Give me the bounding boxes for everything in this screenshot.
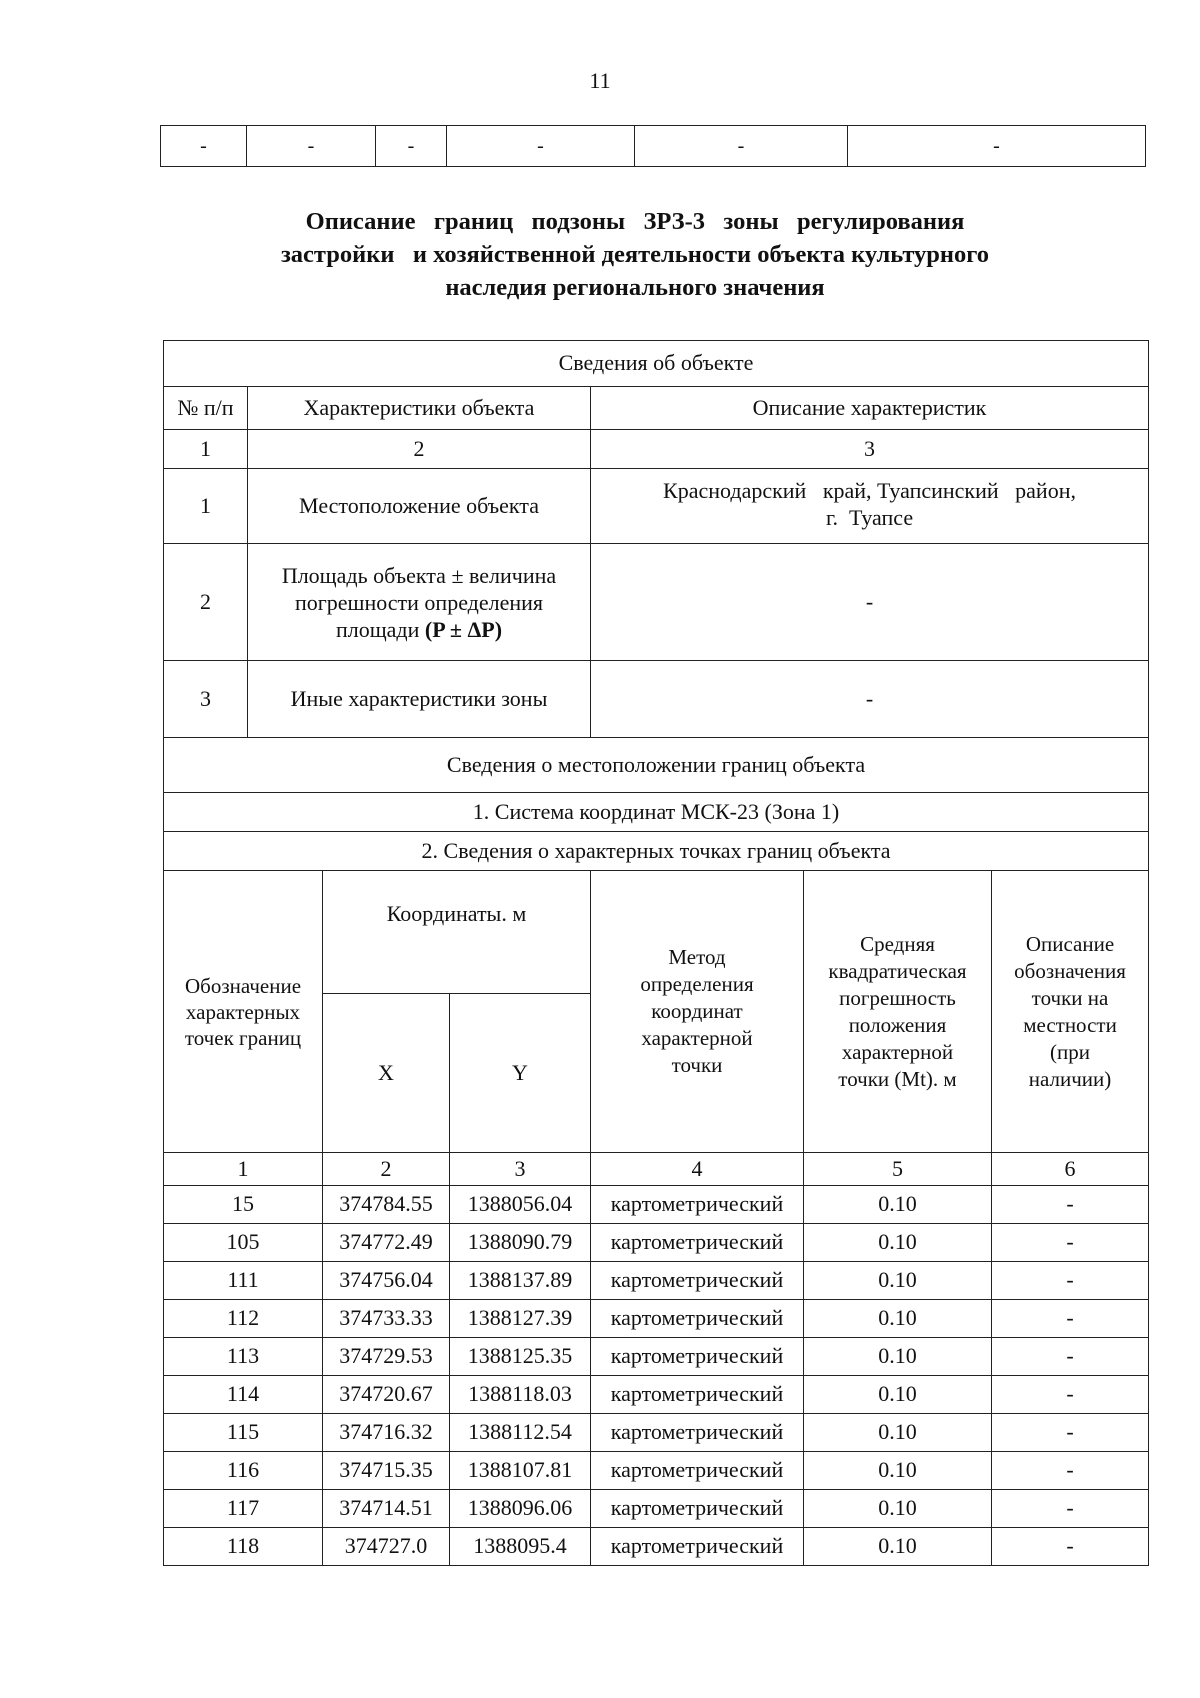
section-header-row — [164, 341, 1149, 387]
coord-y: 1388137.89 — [450, 1262, 591, 1300]
table-row — [164, 1414, 1149, 1452]
error-mt: 0.10 — [804, 1300, 992, 1338]
error-mt: 0.10 — [804, 1262, 992, 1300]
point-id: 15 — [164, 1186, 323, 1224]
title-line: Описание границ подзоны ЗРЗ-3 зоны регулирования — [305, 208, 965, 235]
coord-y: 1388112.54 — [450, 1414, 591, 1452]
text-line: характерной — [641, 1026, 753, 1050]
column-header-method — [591, 871, 804, 1153]
index-row — [164, 430, 1149, 469]
section-header: Сведения о местоположении границ объекта — [164, 738, 1149, 793]
method: картометрический — [591, 1338, 804, 1376]
method: картометрический — [591, 1376, 804, 1414]
coord-system-row — [164, 793, 1149, 832]
point-description: - — [992, 1300, 1149, 1338]
page-number: 11 — [589, 68, 611, 93]
section-header: Сведения об объекте — [164, 341, 1149, 387]
point-description: - — [992, 1528, 1149, 1566]
index-cell: 5 — [804, 1153, 992, 1186]
title-line: застройки и хозяйственной деятельности объекта культурного — [280, 241, 990, 268]
coord-y: 1388118.03 — [450, 1376, 591, 1414]
table-row — [164, 1262, 1149, 1300]
text-line: г. Туапсе — [825, 505, 914, 530]
table-row — [164, 1490, 1149, 1528]
method: картометрический — [591, 1186, 804, 1224]
point-id: 112 — [164, 1300, 323, 1338]
index-cell: 6 — [992, 1153, 1149, 1186]
text-line: координат — [651, 999, 743, 1023]
coord-y: 1388107.81 — [450, 1452, 591, 1490]
text-line: обозначения — [1014, 958, 1126, 983]
coord-y: 1388127.39 — [450, 1300, 591, 1338]
text-line: погрешность — [839, 985, 956, 1010]
table-cell: - — [376, 126, 447, 167]
point-id: 115 — [164, 1414, 323, 1452]
coord-x: 374727.0 — [323, 1528, 450, 1566]
coord-x: 374715.35 — [323, 1452, 450, 1490]
point-description: - — [992, 1452, 1149, 1490]
coord-x: 374714.51 — [323, 1490, 450, 1528]
table-row — [164, 1300, 1149, 1338]
error-mt: 0.10 — [804, 1186, 992, 1224]
point-description: - — [992, 1490, 1149, 1528]
error-mt: 0.10 — [804, 1224, 992, 1262]
formula-text: (P ± ΔP) — [424, 616, 503, 642]
row-number: 3 — [164, 661, 248, 738]
index-cell: 3 — [591, 430, 1149, 469]
table-row — [164, 1338, 1149, 1376]
column-header-coords: Координаты. м — [323, 871, 591, 994]
index-row — [164, 1153, 1149, 1186]
table-row — [164, 1452, 1149, 1490]
column-header-point — [164, 871, 323, 1153]
column-header-y: Y — [450, 994, 591, 1153]
document-title — [200, 205, 1070, 304]
method: картометрический — [591, 1224, 804, 1262]
index-cell: 2 — [323, 1153, 450, 1186]
text-line — [248, 616, 590, 643]
point-id: 114 — [164, 1376, 323, 1414]
coord-y: 1388095.4 — [450, 1528, 591, 1566]
table-row — [164, 544, 1149, 661]
characteristic-name — [248, 544, 591, 661]
coord-x: 374772.49 — [323, 1224, 450, 1262]
point-id: 105 — [164, 1224, 323, 1262]
column-header: Характеристики объекта — [248, 387, 591, 430]
text-fragment: площади — [335, 616, 425, 642]
coord-y: 1388125.35 — [450, 1338, 591, 1376]
error-mt: 0.10 — [804, 1528, 992, 1566]
text-line: точки на — [1031, 985, 1109, 1010]
error-mt: 0.10 — [804, 1452, 992, 1490]
index-cell: 3 — [450, 1153, 591, 1186]
method: картометрический — [591, 1528, 804, 1566]
point-id: 111 — [164, 1262, 323, 1300]
text-line: Краснодарский край, Туапсинский район, — [663, 478, 1076, 503]
text-line: характерной — [841, 1039, 954, 1064]
text-line: местности — [1023, 1012, 1117, 1037]
table-row — [164, 1528, 1149, 1566]
points-header: 2. Сведения о характерных точках границ объекта — [164, 832, 1149, 871]
point-description: - — [992, 1414, 1149, 1452]
characteristic-value — [591, 469, 1149, 544]
characteristic-name: Иные характеристики зоны — [248, 661, 591, 738]
coord-y: 1388096.06 — [450, 1490, 591, 1528]
characteristic-value: - — [591, 544, 1149, 661]
text-line: квадратическая — [828, 958, 967, 983]
method: картометрический — [591, 1490, 804, 1528]
method: картометрический — [591, 1414, 804, 1452]
title-line: наследия регионального значения — [445, 274, 825, 301]
table-row — [164, 1376, 1149, 1414]
coord-x: 374729.53 — [323, 1338, 450, 1376]
header-row — [164, 871, 1149, 994]
point-description: - — [992, 1186, 1149, 1224]
text-line: Площадь объекта ± величина — [281, 562, 557, 588]
table-cell: - — [161, 126, 247, 167]
error-mt: 0.10 — [804, 1414, 992, 1452]
point-description: - — [992, 1376, 1149, 1414]
method: картометрический — [591, 1452, 804, 1490]
point-id: 118 — [164, 1528, 323, 1566]
table-row — [164, 469, 1149, 544]
point-id: 117 — [164, 1490, 323, 1528]
column-header-error — [804, 871, 992, 1153]
coord-x: 374720.67 — [323, 1376, 450, 1414]
text-line: характерных — [185, 999, 301, 1024]
text-line: точки — [671, 1053, 723, 1077]
text-line: точки (Mt). м — [838, 1066, 957, 1091]
point-id: 116 — [164, 1452, 323, 1490]
boundary-description-table — [163, 340, 1149, 1566]
coord-system: 1. Система координат МСК-23 (Зона 1) — [164, 793, 1149, 832]
point-description: - — [992, 1224, 1149, 1262]
row-number: 2 — [164, 544, 248, 661]
table-cell: - — [247, 126, 376, 167]
header-row — [164, 387, 1149, 430]
text-line: Обозначение — [184, 973, 302, 998]
error-mt: 0.10 — [804, 1376, 992, 1414]
text-line: погрешности определения — [294, 589, 544, 615]
point-id: 113 — [164, 1338, 323, 1376]
text-line: положения — [848, 1012, 947, 1037]
column-header-description — [992, 871, 1149, 1153]
coord-x: 374716.32 — [323, 1414, 450, 1452]
characteristic-value: - — [591, 661, 1149, 738]
coord-x: 374784.55 — [323, 1186, 450, 1224]
index-cell: 2 — [248, 430, 591, 469]
table-cell: - — [635, 126, 848, 167]
points-header-row — [164, 832, 1149, 871]
table-cell: - — [447, 126, 635, 167]
coord-x: 374733.33 — [323, 1300, 450, 1338]
table-row — [164, 1186, 1149, 1224]
column-header-x: X — [323, 994, 450, 1153]
text-line: Описание — [1025, 931, 1115, 956]
coord-y: 1388090.79 — [450, 1224, 591, 1262]
error-mt: 0.10 — [804, 1490, 992, 1528]
text-line: Средняя — [860, 931, 935, 956]
text-line: определения — [640, 972, 754, 996]
table-row — [164, 1224, 1149, 1262]
coord-x: 374756.04 — [323, 1262, 450, 1300]
error-mt: 0.10 — [804, 1338, 992, 1376]
text-line: точек границ — [184, 1025, 302, 1050]
points-table-body — [164, 1186, 1149, 1566]
method: картометрический — [591, 1262, 804, 1300]
column-header: Описание характеристик — [591, 387, 1149, 430]
method: картометрический — [591, 1300, 804, 1338]
text-line: наличии) — [1028, 1066, 1112, 1091]
row-number: 1 — [164, 469, 248, 544]
table-cell: - — [848, 126, 1146, 167]
text-line: (при — [1050, 1039, 1090, 1064]
table-row — [164, 661, 1149, 738]
index-cell: 1 — [164, 1153, 323, 1186]
point-description: - — [992, 1338, 1149, 1376]
characteristic-name: Местоположение объекта — [248, 469, 591, 544]
text-line: Метод — [668, 945, 726, 969]
table-row — [161, 126, 1146, 167]
index-cell: 4 — [591, 1153, 804, 1186]
section-header-row — [164, 738, 1149, 793]
column-header: № п/п — [164, 387, 248, 430]
point-description: - — [992, 1262, 1149, 1300]
index-cell: 1 — [164, 430, 248, 469]
coord-y: 1388056.04 — [450, 1186, 591, 1224]
continuation-table-row — [160, 125, 1146, 167]
